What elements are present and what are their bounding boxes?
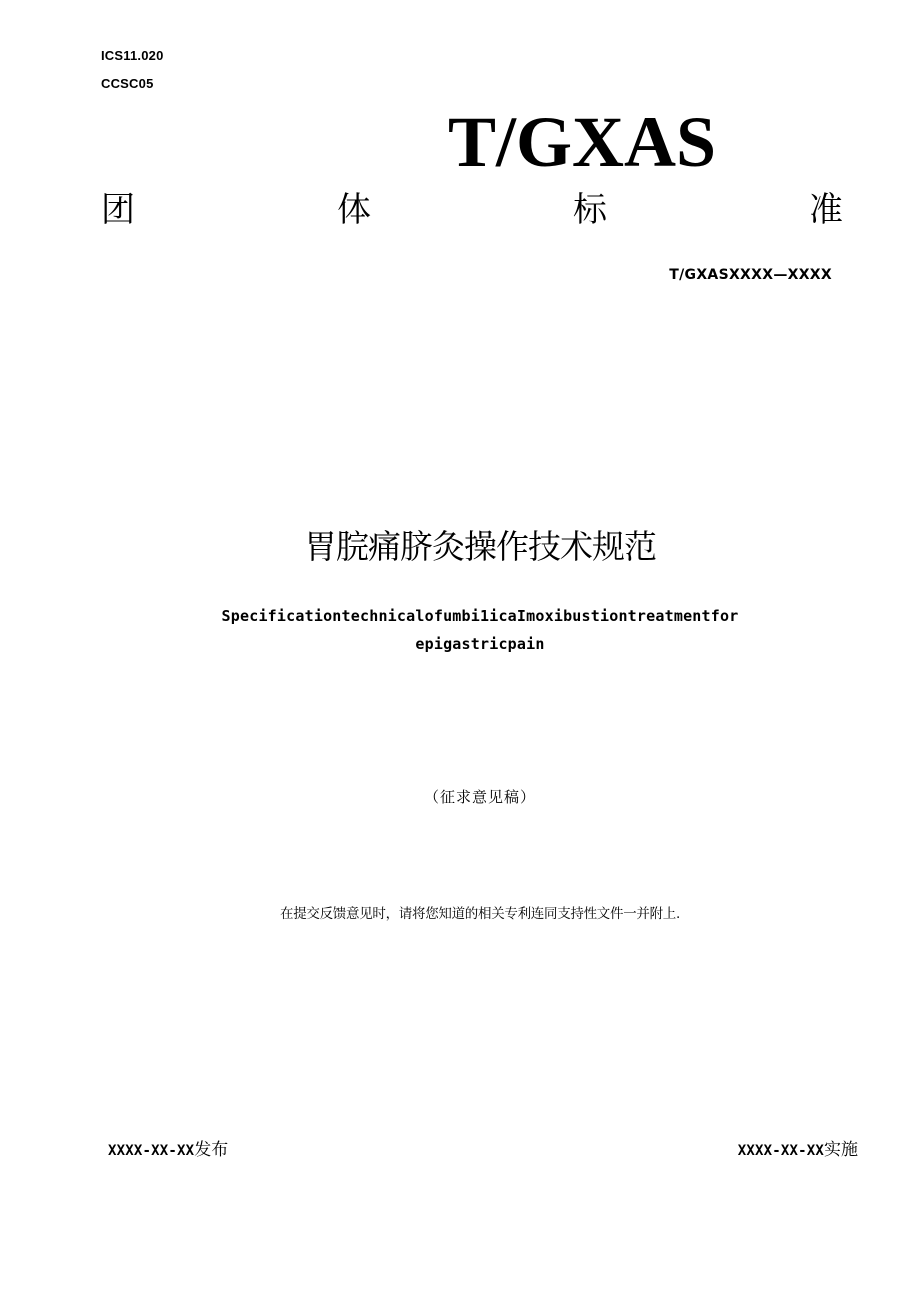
implementation-date-block [738, 1135, 858, 1160]
document-title-english-line-2: epigastricpain [415, 635, 545, 653]
implementation-date: XXXX-XX-XX [737, 1143, 824, 1159]
implementation-label: 实施 [824, 1140, 858, 1160]
issue-date-block [108, 1135, 228, 1160]
ics-code: ICS11.020 [101, 48, 164, 63]
standard-type-char: 体 [337, 190, 371, 230]
patent-notice: 在提交反馈意见时，请将您知道的相关专利连同支持性文件一并附上. [280, 906, 680, 922]
ccs-code: CCSC05 [101, 76, 154, 91]
standard-brand-logo: T/GXAS [448, 102, 717, 182]
document-title-english-line-1: Specificationtechnicalofumbi1icaImoxibustiontreatmentfor [221, 607, 739, 625]
issue-label: 发布 [194, 1140, 229, 1160]
draft-stage-label: （征求意见稿） [423, 788, 536, 806]
standard-type-heading [101, 190, 843, 230]
document-title-chinese: 胃脘痛脐灸操作技术规范 [304, 527, 656, 566]
standard-type-char: 标 [573, 190, 607, 230]
standard-number: T/GXASXXXX—XXXX [669, 267, 832, 283]
issue-date: XXXX-XX-XX [108, 1143, 195, 1159]
standard-type-char: 准 [809, 190, 843, 230]
standard-type-char: 团 [101, 190, 135, 230]
